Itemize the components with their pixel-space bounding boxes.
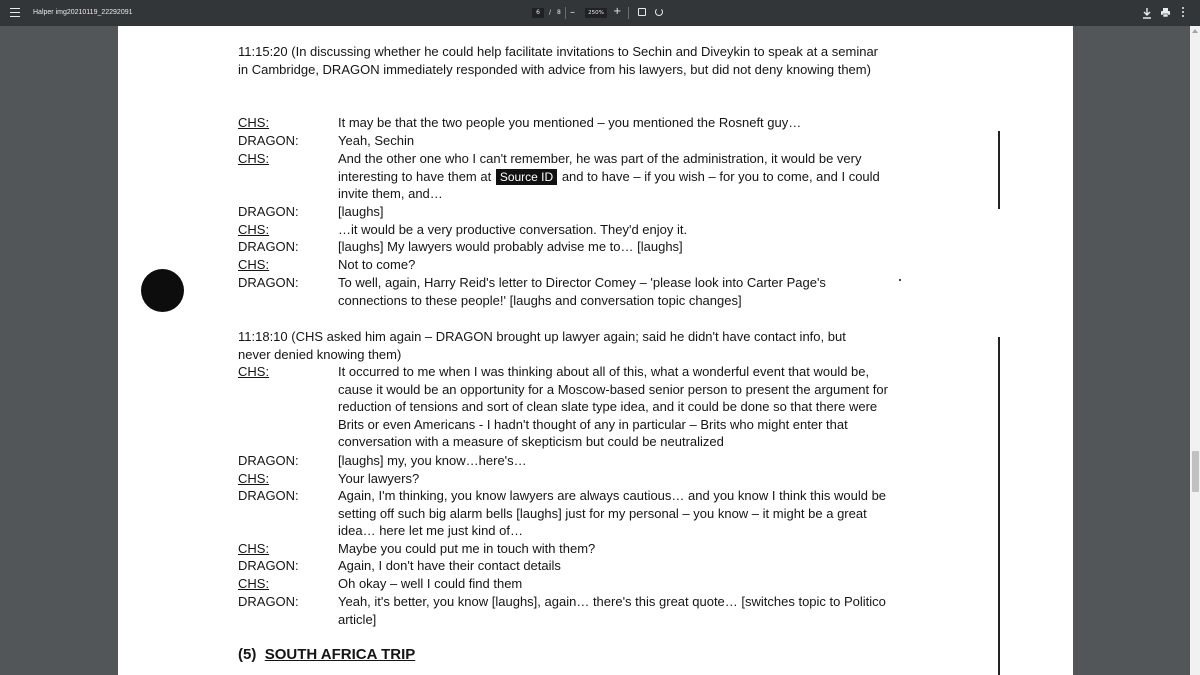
toolbar-divider	[628, 7, 629, 19]
dialogue-text: And the other one who I can't remember, he was part of the administration, it would be very interesting to have them at Source ID and to have – if you wish – for you to come, and I could invite them, and…	[338, 151, 880, 202]
speaker-label: CHS:	[238, 115, 270, 130]
zoom-level-input[interactable]: 250%	[585, 8, 607, 18]
page-separator: /	[549, 9, 552, 16]
speaker-label: DRAGON:	[238, 488, 299, 503]
speaker-label: CHS:	[238, 364, 270, 379]
section-heading: (5) SOUTH AFRICA TRIP	[238, 646, 416, 663]
transcript-row	[238, 487, 918, 539]
speaker-label: CHS:	[238, 257, 270, 272]
dialogue-text: [laughs] my, you know…here's…	[338, 453, 527, 468]
speaker-label: DRAGON:	[238, 204, 299, 219]
transcript-row	[238, 238, 918, 256]
transcript-row	[238, 575, 918, 593]
speaker-label: DRAGON:	[238, 275, 299, 290]
dialogue-text: Not to come?	[338, 257, 416, 272]
scan-margin-line	[998, 337, 1000, 675]
hole-punch-mark	[141, 269, 184, 312]
transcript-row	[238, 452, 918, 470]
transcript-row	[238, 557, 918, 575]
transcript-row	[238, 593, 918, 627]
speaker-label: CHS:	[238, 151, 270, 166]
transcript-row	[238, 540, 918, 558]
transcript-row	[238, 221, 918, 239]
print-icon[interactable]	[1160, 7, 1171, 18]
dialogue-text: Maybe you could put me in touch with them?	[338, 541, 596, 556]
speaker-label: DRAGON:	[238, 239, 299, 254]
transcript-row	[238, 150, 918, 202]
speaker-label: DRAGON:	[238, 453, 299, 468]
speaker-label: CHS:	[238, 576, 270, 591]
scan-speck	[899, 279, 901, 281]
scan-margin-line	[998, 131, 1000, 209]
fit-to-page-icon[interactable]	[638, 8, 646, 16]
zoom-in-button[interactable]: +	[613, 6, 622, 17]
transcript-row	[238, 274, 918, 308]
dialogue-text: It occurred to me when I was thinking about all of this, what a wonderful event that would be, cause it would be an opportunity for a Moscow-based senior person to present the argument for reduction of tensions and sort of clean slate type idea, and it could be done so that there were Brits or even Americans - I hadn't thought of any in particular – Brits who might enter that conversation with a measure of skepticism but could be neutralized	[338, 364, 888, 450]
speaker-label: CHS:	[238, 541, 270, 556]
page-total: 8	[557, 9, 561, 16]
redaction-box: Source ID	[496, 169, 557, 185]
rotate-icon[interactable]	[655, 8, 663, 16]
document-title: Halper img20210119_22292091	[33, 9, 133, 16]
transcript-row	[238, 363, 918, 450]
dialogue-text: [laughs] My lawyers would probably advise me to… [laughs]	[338, 239, 683, 254]
dialogue-text: To well, again, Harry Reid's letter to Director Comey – 'please look into Carter Page's connections to these people!' [laughs and conversation topic changes]	[338, 275, 826, 308]
more-options-icon[interactable]	[1181, 7, 1185, 19]
scroll-up-icon[interactable]	[1192, 29, 1198, 33]
dialogue-text: Oh okay – well I could find them	[338, 576, 523, 591]
dialogue-text: Again, I'm thinking, you know lawyers are always cautious… and you know I think this would be setting off such big alarm bells [laughs] just for my personal – you know – it might be a great idea… here let me just kind of…	[338, 488, 887, 539]
speaker-label: DRAGON:	[238, 133, 299, 148]
dialogue-text: …it would be a very productive conversation. They'd enjoy it.	[338, 222, 688, 237]
speaker-label: DRAGON:	[238, 594, 299, 609]
timestamp-header-2: 11:18:10 (CHS asked him again – DRAGON brought up lawyer again; said he didn't have contact info, but never denied knowing them)	[238, 329, 846, 362]
transcript-row	[238, 114, 918, 132]
dialogue-text: It may be that the two people you mentioned – you mentioned the Rosneft guy…	[338, 115, 802, 130]
speaker-label: CHS:	[238, 222, 270, 237]
scrollbar-thumb[interactable]	[1192, 451, 1199, 492]
pdf-page	[118, 26, 1073, 675]
menu-icon[interactable]	[10, 8, 20, 18]
page-number-input[interactable]: 6	[532, 8, 544, 18]
speaker-label: CHS:	[238, 471, 270, 486]
zoom-out-button[interactable]: –	[570, 7, 575, 18]
transcript-row	[238, 203, 918, 221]
pdf-toolbar	[0, 0, 1200, 26]
transcript-row	[238, 132, 918, 150]
timestamp-header-1: 11:15:20 (In discussing whether he could help facilitate invitations to Sechin and Diveykin to speak at a seminar in Cambridge, DRAGON immediately responded with advice from his lawyers, but did not deny knowing them)	[238, 44, 879, 77]
download-icon[interactable]	[1142, 7, 1152, 19]
dialogue-text: [laughs]	[338, 204, 384, 219]
dialogue-text: Again, I don't have their contact details	[338, 558, 561, 573]
speaker-label: DRAGON:	[238, 558, 299, 573]
scrollbar-track[interactable]	[1190, 26, 1200, 675]
toolbar-divider	[565, 7, 566, 19]
dialogue-text: Yeah, Sechin	[338, 133, 415, 148]
dialogue-text: Yeah, it's better, you know [laughs], again… there's this great quote… [switches topic to Politico article]	[338, 594, 886, 627]
transcript-row	[238, 256, 918, 274]
transcript-row	[238, 470, 918, 488]
dialogue-text: Your lawyers?	[338, 471, 420, 486]
